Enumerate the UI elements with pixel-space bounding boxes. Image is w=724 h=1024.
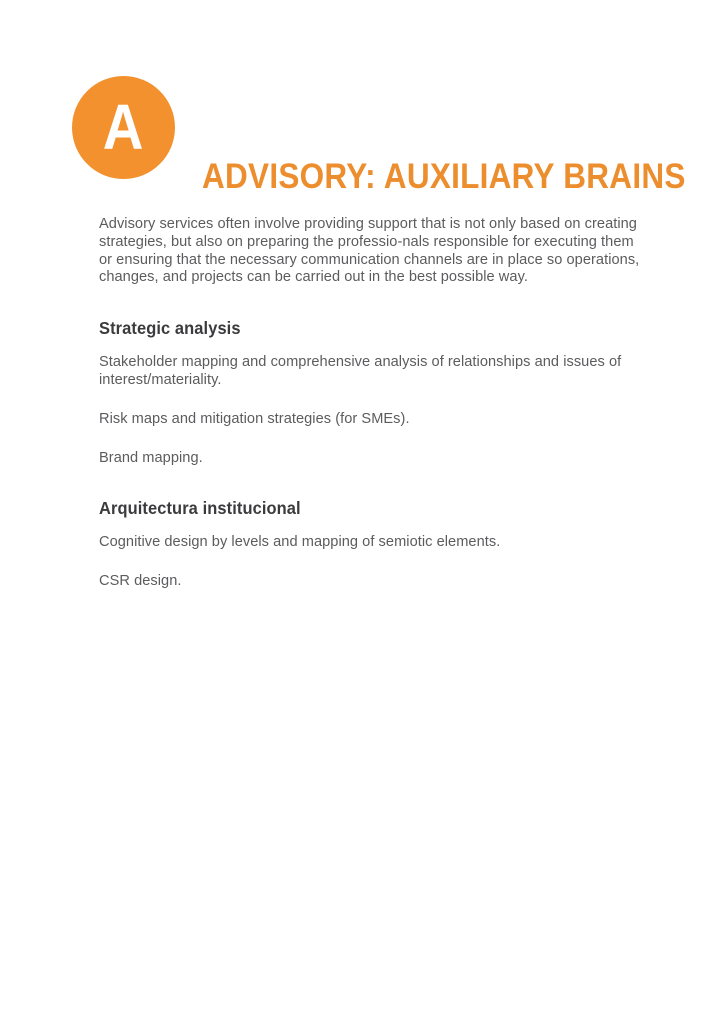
section-heading: Strategic analysis	[99, 318, 241, 339]
page-content	[99, 216, 647, 591]
section-item: Cognitive design by levels and mapping of semiotic elements.	[99, 534, 501, 551]
section-arquitectura-institucional	[99, 498, 647, 591]
section-item: Risk maps and mitigation strategies (for SMEs).	[99, 410, 410, 427]
intro-paragraph: Advisory services often involve providing support that is not only based on creating strategies, but also on preparing the professio-nals responsible for executing them or ensuring that the necessary communication channels are in place so operations, changes, and projects can be carried out in the best possible way.	[99, 216, 640, 286]
section-item: Stakeholder mapping and comprehensive analysis of relationships and issues of interest/materiality.	[99, 354, 622, 388]
page-title: ADVISORY: AUXILIARY BRAINS	[202, 157, 686, 197]
section-strategic-analysis	[99, 318, 647, 467]
page-header	[0, 0, 724, 200]
section-badge-circle	[72, 76, 175, 179]
section-heading: Arquitectura institucional	[99, 498, 301, 519]
section-badge-letter: A	[103, 90, 144, 163]
section-item: CSR design.	[99, 573, 182, 590]
section-item: Brand mapping.	[99, 449, 203, 466]
